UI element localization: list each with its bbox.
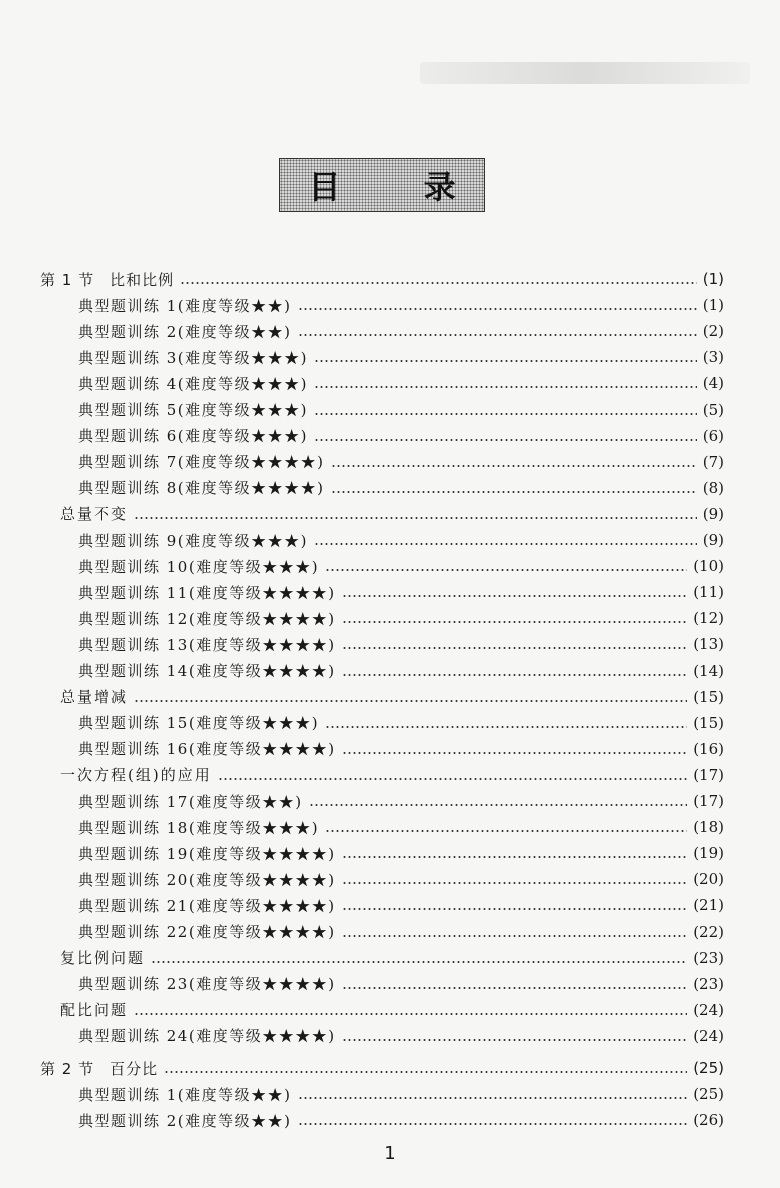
- toc-topic-heading: [0, 501, 780, 527]
- toc-entry-label: 典型题训练 16(难度等级★★★★): [78, 740, 336, 759]
- dot-leader: [314, 344, 697, 370]
- dot-leader: [342, 866, 688, 892]
- toc-entry: [0, 1081, 780, 1107]
- toc-entry: [0, 892, 780, 918]
- toc-entry: [0, 658, 780, 684]
- dot-leader: [134, 684, 687, 710]
- toc-entry-page: (1): [702, 296, 724, 315]
- dot-leader: [298, 292, 697, 318]
- toc-entry: [0, 866, 780, 892]
- toc-entry: [0, 710, 780, 736]
- toc-entry-page: (9): [702, 504, 724, 523]
- dot-leader: [314, 397, 697, 423]
- dot-leader: [342, 579, 688, 605]
- toc-section-heading: [0, 266, 780, 292]
- toc-entry-label: 典型题训练 8(难度等级★★★★): [78, 479, 325, 498]
- toc-entry-label: 第 1 节 比和比例: [40, 270, 175, 289]
- toc-entry-page: (8): [702, 478, 724, 497]
- dot-leader: [218, 762, 687, 788]
- toc-entry-label: 典型题训练 6(难度等级★★★): [78, 427, 309, 446]
- toc-entry-page: (19): [693, 844, 724, 863]
- toc-entry: [0, 370, 780, 396]
- toc-entry-label: 典型题训练 23(难度等级★★★★): [78, 975, 336, 994]
- toc-entry-label: 典型题训练 12(难度等级★★★★): [78, 609, 336, 628]
- toc-entry: [0, 475, 780, 501]
- toc-entry-label: 典型题训练 24(难度等级★★★★): [78, 1027, 336, 1046]
- toc-entry-page: (4): [702, 374, 724, 393]
- toc-topic-heading: [0, 945, 780, 971]
- toc-entry-page: (18): [693, 818, 724, 837]
- dot-leader: [325, 814, 687, 840]
- toc-entry-page: (14): [693, 661, 724, 680]
- toc-entry: [0, 579, 780, 605]
- dot-leader: [342, 892, 688, 918]
- dot-leader: [325, 553, 687, 579]
- toc-entry-page: (21): [693, 896, 724, 915]
- dot-leader: [342, 971, 688, 997]
- toc-entry: [0, 553, 780, 579]
- toc-entry-page: (11): [693, 583, 724, 602]
- dot-leader: [314, 527, 697, 553]
- toc-entry-page: (2): [702, 322, 724, 341]
- toc-entry-page: (13): [693, 635, 724, 654]
- toc-entry-label: 典型题训练 2(难度等级★★): [78, 1111, 292, 1130]
- toc-entry-page: (15): [693, 687, 724, 706]
- dot-leader: [314, 370, 697, 396]
- toc-entry-label: 典型题训练 21(难度等级★★★★): [78, 896, 336, 915]
- dot-leader: [309, 788, 688, 814]
- toc-entry: [0, 449, 780, 475]
- dot-leader: [134, 501, 697, 527]
- dot-leader: [342, 605, 688, 631]
- toc-entry-label: 复比例问题: [60, 949, 146, 968]
- page-number: 1: [384, 1143, 396, 1164]
- dot-leader: [342, 1023, 688, 1049]
- toc-entry: [0, 840, 780, 866]
- dot-leader: [134, 997, 687, 1023]
- page-title: 目 录: [308, 168, 492, 206]
- dot-leader: [314, 423, 697, 449]
- toc-entry: [0, 292, 780, 318]
- toc-entry-page: (25): [693, 1059, 724, 1077]
- toc-entry: [0, 631, 780, 657]
- toc-entry-label: 典型题训练 17(难度等级★★): [78, 792, 303, 811]
- toc-entry: [0, 736, 780, 762]
- toc-entry-page: (23): [693, 948, 724, 967]
- toc-entry-page: (10): [693, 557, 724, 576]
- toc-title-box: [279, 158, 492, 212]
- toc-entry-page: (6): [702, 426, 724, 445]
- toc-entry: [0, 814, 780, 840]
- dot-leader: [342, 658, 688, 684]
- toc-topic-heading: [0, 997, 780, 1023]
- toc-entry: [0, 788, 780, 814]
- toc-entry-label: 典型题训练 2(难度等级★★): [78, 322, 292, 341]
- toc-entry: [0, 527, 780, 553]
- toc-entry-page: (12): [693, 609, 724, 628]
- dot-leader: [342, 840, 688, 866]
- toc-entry-page: (24): [693, 1026, 724, 1045]
- toc-entry-label: 典型题训练 22(难度等级★★★★): [78, 923, 336, 941]
- toc-entry-page: (22): [693, 922, 724, 941]
- toc-entry-page: (24): [693, 1000, 724, 1019]
- toc-entry-label: 典型题训练 20(难度等级★★★★): [78, 870, 336, 889]
- dot-leader: [331, 449, 697, 475]
- toc-entry-label: 一次方程(组)的应用: [60, 766, 212, 785]
- toc-entry: [0, 919, 780, 945]
- dot-leader: [325, 710, 687, 736]
- toc-entry-label: 总量不变: [60, 505, 129, 524]
- toc-entry-page: (7): [702, 452, 724, 471]
- toc-entry-label: 典型题训练 15(难度等级★★★): [78, 714, 320, 733]
- toc-entry: [0, 1023, 780, 1049]
- dot-leader: [342, 736, 688, 762]
- toc-entry-label: 第 2 节 百分比: [40, 1059, 159, 1078]
- toc-entry-page: (23): [693, 974, 724, 993]
- toc-entry: [0, 971, 780, 997]
- toc-entry-label: 总量增减: [60, 688, 129, 707]
- toc-entry-label: 典型题训练 5(难度等级★★★): [78, 401, 309, 419]
- toc-entry: [0, 423, 780, 449]
- toc-entry-label: 配比问题: [60, 1001, 129, 1020]
- toc-entry-page: (20): [693, 870, 724, 889]
- dot-leader: [298, 1107, 688, 1133]
- toc-entry-page: (9): [702, 531, 724, 549]
- toc-entry-label: 典型题训练 19(难度等级★★★★): [78, 844, 336, 863]
- dot-leader: [331, 475, 697, 501]
- toc-section-heading: [0, 1055, 780, 1081]
- toc-entry-label: 典型题训练 18(难度等级★★★): [78, 818, 320, 837]
- toc-entry: [0, 605, 780, 631]
- toc-entry: [0, 397, 780, 423]
- toc-entry-label: 典型题训练 1(难度等级★★): [78, 296, 292, 315]
- toc-topic-heading: [0, 762, 780, 788]
- toc-entry-label: 典型题训练 7(难度等级★★★★): [78, 453, 325, 472]
- toc-entry: [0, 344, 780, 370]
- toc-entry: [0, 1107, 780, 1133]
- toc-topic-heading: [0, 684, 780, 710]
- dot-leader: [164, 1055, 687, 1081]
- toc-entry-label: 典型题训练 14(难度等级★★★★): [78, 662, 336, 680]
- toc-entry-label: 典型题训练 4(难度等级★★★): [78, 374, 309, 393]
- dot-leader: [180, 266, 697, 292]
- dot-leader: [342, 631, 688, 657]
- toc-entry-page: (15): [693, 713, 724, 732]
- toc-entry-label: 典型题训练 10(难度等级★★★): [78, 557, 320, 576]
- toc-entry-label: 典型题训练 11(难度等级★★★★): [78, 583, 336, 602]
- toc-entry-label: 典型题训练 1(难度等级★★): [78, 1085, 292, 1104]
- show-through-header: [420, 62, 750, 84]
- toc-entry-label: 典型题训练 3(难度等级★★★): [78, 348, 309, 367]
- toc-entry-label: 典型题训练 13(难度等级★★★★): [78, 635, 336, 654]
- dot-leader: [298, 1081, 688, 1107]
- toc-entry-page: (1): [702, 270, 724, 288]
- toc-entry: [0, 318, 780, 344]
- toc-entry-page: (17): [693, 765, 724, 784]
- toc-entry-page: (3): [702, 348, 724, 367]
- toc-entry-page: (16): [693, 739, 724, 758]
- dot-leader: [298, 318, 697, 344]
- toc-entry-page: (25): [693, 1085, 724, 1104]
- toc-entry-page: (26): [693, 1111, 724, 1130]
- dot-leader: [151, 945, 687, 971]
- toc-entry-page: (17): [693, 792, 724, 810]
- toc-entry-page: (5): [702, 400, 724, 419]
- toc-entry-label: 典型题训练 9(难度等级★★★): [78, 531, 309, 550]
- dot-leader: [342, 919, 688, 945]
